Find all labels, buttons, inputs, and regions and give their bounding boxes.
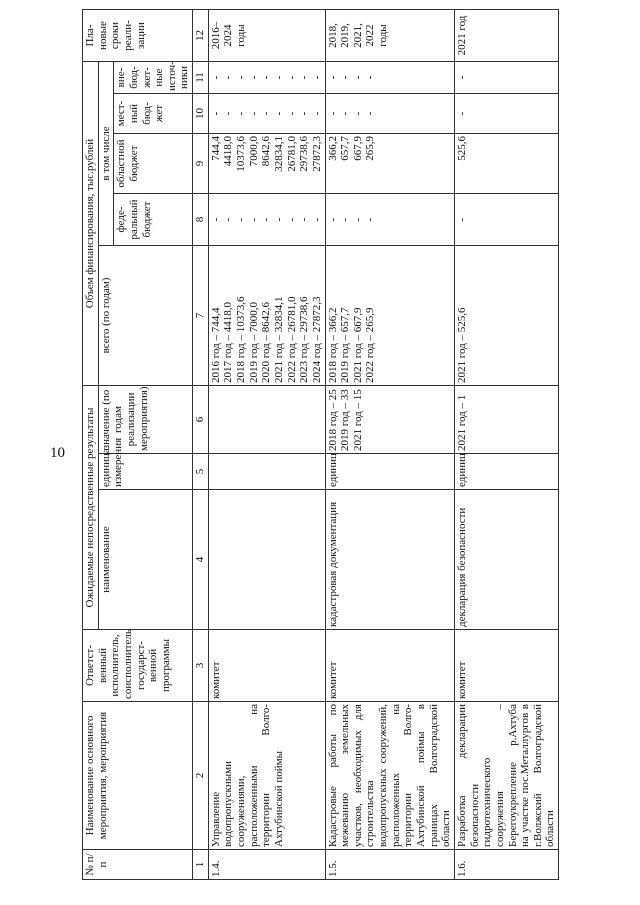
executor: комитет [208,630,325,702]
result-name [208,490,325,630]
col-number: 8 [193,194,209,246]
header-funding: Объем финансирования, тыс.рублей [83,62,99,386]
header-expected-results: Ожидаемые непосредственные результаты [83,386,99,630]
funding-total: 2018 год – 366,2 2019 год – 657,7 2021 год – 667,9 2022 год – 265,9 [325,246,454,386]
funding-federal: - [454,194,558,246]
col-number: 2 [193,702,209,850]
table-row [208,10,325,880]
executor: комитет [325,630,454,702]
col-number: 1 [193,850,209,880]
funding-total: 2016 год – 744,4 2017 год – 4418,0 2018 год – 10373,6 2019 год – 7000,0 2020 год – 8642,6 2021 год – 32834,1 2022 год – 26781,0 2023 год – 29738,6 2024 год – 27872,3 [208,246,325,386]
row-number: 1.6. [454,850,558,880]
measures-table [82,9,559,880]
col-number: 12 [193,10,209,62]
col-number: 3 [193,630,209,702]
result-values: 2021 год – 1 [454,386,558,454]
header-period: Пла-новые сроки реали-зации [83,10,193,62]
header-value: значение (по годам реализации мероприятия) [98,386,192,454]
funding-regional: 525,6 [454,134,558,194]
header-local: мест-ный бюд-жет [114,94,193,134]
result-name: декларация безопасности [454,490,558,630]
col-number: 6 [193,386,209,454]
header-no: № п/п [83,850,193,880]
col-number: 11 [193,62,209,94]
header-federal: феде-ральный бюджет [114,194,193,246]
funding-extra: - - - - - - - - - [208,62,325,94]
result-unit [208,454,325,490]
funding-total: 2021 год – 525,6 [454,246,558,386]
col-number: 9 [193,134,209,194]
result-values: 2018 год – 25 2019 год – 33 2021 год – 15 [325,386,454,454]
row-number: 1.4. [208,850,325,880]
header-result-name: наименование [98,490,192,630]
executor: комитет [454,630,558,702]
funding-local: - - - - - - - - - [208,94,325,134]
funding-local: - [454,94,558,134]
header-unit: единица измерения [98,454,192,490]
header-executor: Ответст-венный исполнитель, соисполнитель государст-венной программы [83,630,193,702]
table-row [325,10,454,880]
header-regional: областной бюджет [114,134,193,194]
funding-extra: - [454,62,558,94]
page-number: 10 [50,445,65,461]
column-number-row [193,10,209,880]
col-number: 4 [193,490,209,630]
header-extra: вне-бюд-жет-ные источ-ники [114,62,193,94]
result-unit: единиц [325,454,454,490]
col-number: 5 [193,454,209,490]
measure-name: Разработка декларации безопасности гидротехнического сооружения – Берегоукрепление р.Ахтуба на участке пос.Металлургов в г.Волжский Волгоградской области [454,702,558,850]
funding-federal: - - - - [325,194,454,246]
col-number: 7 [193,246,209,386]
period: 2016–2024 годы [208,10,325,62]
period: 2018, 2019, 2021, 2022 годы [325,10,454,62]
row-number: 1.5. [325,850,454,880]
funding-extra: - - - - [325,62,454,94]
measure-name: Управление водопропускными сооружениями, расположенными на территории Волго-Ахтубинской поймы [208,702,325,850]
funding-federal: - - - - - - - - - [208,194,325,246]
result-unit: единиц [454,454,558,490]
result-name: кадастровая документация [325,490,454,630]
funding-local: - - - - [325,94,454,134]
table-row [454,10,558,880]
period: 2021 год [454,10,558,62]
funding-regional: 366,2 657,7 667,9 265,9 [325,134,454,194]
header-total: всего (по годам) [98,246,192,386]
result-values [208,386,325,454]
header-name: Наименование основного мероприятия, мероприятия [83,702,193,850]
col-number: 10 [193,94,209,134]
header-including: в том числе [98,62,114,246]
header-row-1 [83,10,99,880]
measure-name: Кадастровые работы по межеванию земельных участков, необходимых для строительства водопропускных сооружений, расположенных на территории Волго-Ахтубинской поймы в границах Волгоградской области [325,702,454,850]
funding-regional: 744,4 4418,0 10373,6 7000,0 8642,6 32834,1 26781,0 29738,6 27872,3 [208,134,325,194]
